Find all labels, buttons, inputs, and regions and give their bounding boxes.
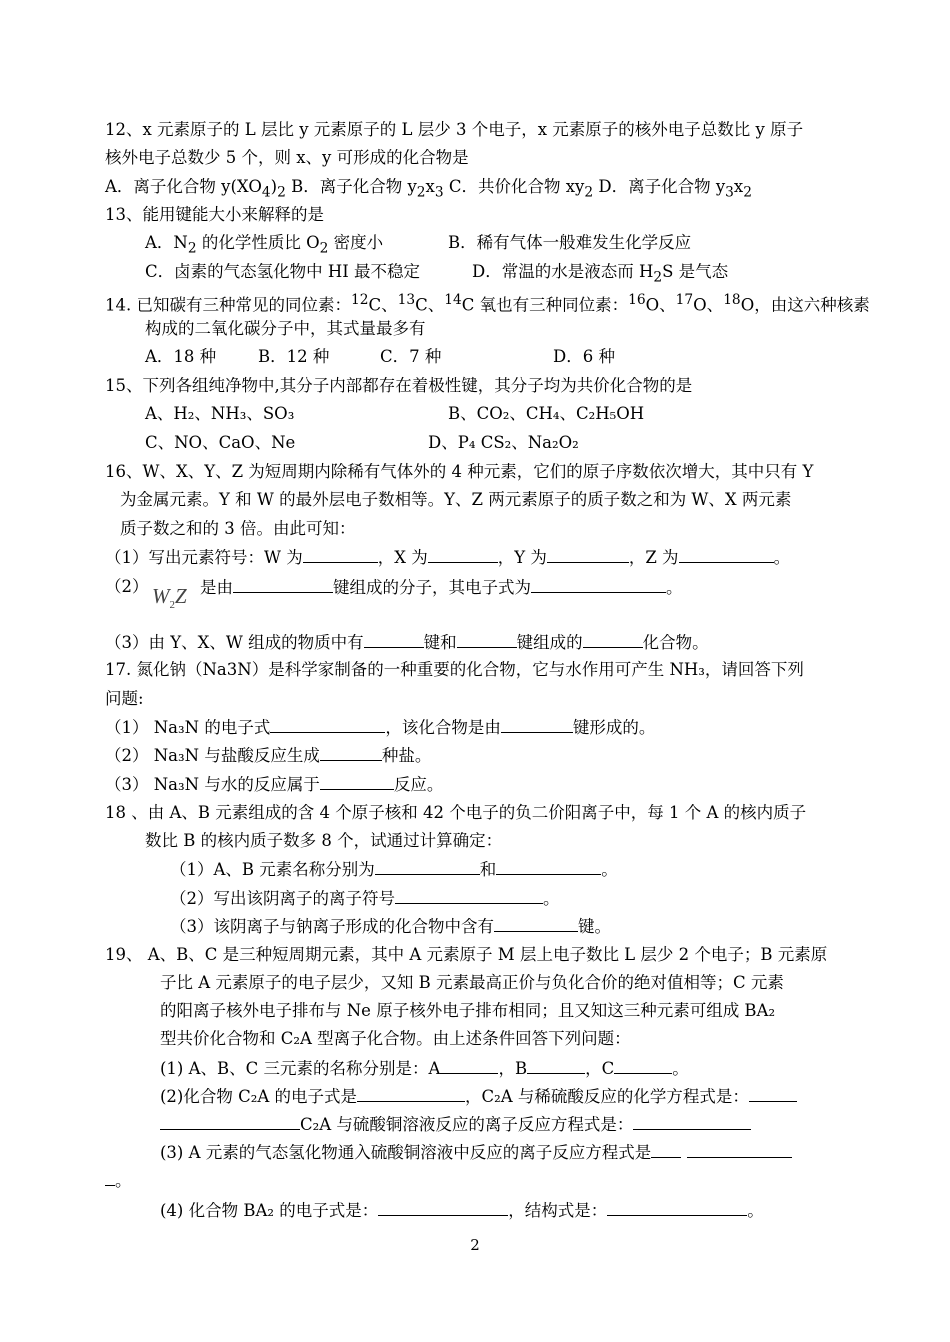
q16-blank-bond-1[interactable] [364, 632, 424, 648]
q14-line-2: 构成的二氧化碳分子中，其式量最多有 [145, 319, 426, 338]
q17-line-1: 17. 氮化钠（Na3N）是科学家制备的一种重要的化合物，它与水作用可产生 NH₃，请回答下列 [105, 660, 804, 679]
q19-part-3: (3) A 元素的气态氢化物通入硫酸铜溶液中反应的离子反应方程式是 [160, 1142, 792, 1163]
q17-blank-electron-formula[interactable] [270, 717, 385, 733]
q16-blank-bond[interactable] [233, 577, 333, 593]
q19-part-2: (2)化合物 C₂A 的电子式是 ，C₂A 与稀硫酸反应的化学方程式是： [160, 1086, 797, 1107]
q18-blank-bond[interactable] [494, 916, 578, 932]
q16-part-3: （3）由 Y、X、W 组成的物质中有 键和 键组成的 化合物。 [105, 633, 709, 652]
q19-blank-h2s-equation[interactable] [651, 1142, 681, 1158]
q18-blank-a-name[interactable] [375, 859, 480, 875]
q19-blank-ionic-equation[interactable] [633, 1114, 751, 1130]
q16-line-3: 质子数之和的 3 倍。由此可知： [120, 519, 356, 538]
q19-blank-c2a-electron[interactable] [357, 1086, 465, 1102]
q13-option-d: D．常温的水是液态而 $H_2S$ 是气态 [472, 262, 729, 286]
q19-blank-c[interactable] [614, 1058, 672, 1074]
q14-option-d: D．6 种 [553, 347, 615, 366]
q18-part-1: （1）A、B 元素名称分别为 和 。 [170, 860, 618, 879]
q12-line-2: 核外电子总数少 5 个，则 x、y 可形成的化合物是 [105, 148, 469, 167]
q19-part-1: (1) A、B、C 三元素的名称分别是：A ，B ，C 。 [160, 1059, 689, 1078]
q17-part-2: （2） Na₃N 与盐酸反应生成 种盐。 [105, 746, 432, 765]
q17-line-2: 问题: [105, 689, 144, 708]
q16-blank-compound[interactable] [583, 632, 643, 648]
q19-part-4: (4) 化合物 BA₂ 的电子式是： ，结构式是： 。 [160, 1201, 764, 1220]
q18-line-1: 18 、由 A、B 元素组成的含 4 个原子核和 42 个电子的负二价阳离子中，每 1 个 A 的核内质子 [105, 803, 807, 822]
q18-blank-ion-symbol[interactable] [395, 888, 543, 904]
q14-line-1: 14. 已知碳有三种常见的同位素：$^{12}$C、$^{13}$C、$^{14}$C 氧也有三种同位素：$^{16}$O、$^{17}$O、$^{18}$O，由这六种核素 [105, 292, 870, 315]
q15-option-b: B、CO₂、CH₄、C₂H₅OH [448, 404, 645, 423]
q12-options: A．离子化合物 $y(XO_4)_2$ B．离子化合物 $y_2x_3$ C．共价化合物 $xy_2$ D．离子化合物 $y_3x_2$ [105, 177, 752, 201]
q18-part-3: （3）该阴离子与钠离子形成的化合物中含有 键。 [170, 917, 611, 936]
q17-part-1: （1） Na₃N 的电子式 ，该化合物是由 键形成的。 [105, 718, 656, 737]
q15-option-d: D、P₄ CS₂、Na₂O₂ [428, 433, 579, 452]
q13-option-c: C．卤素的气态氢化物中 HI 最不稳定 [145, 262, 421, 281]
q16-formula-w2z: $W_2Z$ [152, 584, 187, 612]
q16-part-1: （1）写出元素符号：W 为 ，X 为 ，Y 为 ，Z 为 。 [105, 548, 791, 567]
page-number: 2 [470, 1236, 480, 1254]
q19-line-1: 19、 A、B、C 是三种短周期元素，其中 A 元素原子 M 层上电子数比 L 层少 2 个电子；B 元素原 [105, 945, 828, 964]
q19-part-2-cont: C₂A 与硫酸铜溶液反应的离子反应方程式是： [160, 1114, 751, 1135]
q15-stem: 15、下列各组纯净物中,其分子内部都存在着极性键，其分子均为共价化合物的是 [105, 376, 693, 395]
q15-option-a: A、H₂、NH₃、SO₃ [145, 404, 295, 423]
q18-part-2: （2）写出该阴离子的离子符号 。 [170, 889, 560, 908]
q13-option-b: B．稀有气体一般难发生化学反应 [448, 233, 692, 252]
q19-line-4: 型共价化合物和 C₂A 型离子化合物。由上述条件回答下列问题： [160, 1029, 631, 1048]
q16-blank-x[interactable] [428, 547, 498, 563]
q16-blank-bond-2[interactable] [457, 632, 517, 648]
q16-line-1: 16、W、X、Y、Z 为短周期内除稀有气体外的 4 种元素，它们的原子序数依次增大，其中只有 Y [105, 462, 814, 481]
q19-line-2: 子比 A 元素原子的电子层少，又知 B 元素最高正价与负化合价的绝对值相等；C 元素 [160, 973, 784, 992]
q19-blank-a[interactable] [440, 1058, 498, 1074]
q19-blank-c2a-equation[interactable] [749, 1086, 797, 1102]
q16-blank-electron-formula[interactable] [531, 577, 666, 593]
q19-blank-ba2-electron[interactable] [378, 1200, 508, 1216]
q19-part-3-cont: 。 [105, 1170, 132, 1191]
q18-blank-b-name[interactable] [496, 859, 601, 875]
q16-blank-y[interactable] [547, 547, 629, 563]
q19-blank-b[interactable] [527, 1058, 585, 1074]
q15-option-c: C、NO、CaO、Ne [145, 433, 296, 452]
q14-option-c: C．7 种 [380, 347, 442, 366]
q16-blank-z[interactable] [679, 547, 774, 563]
q19-blank-ba2-structure[interactable] [607, 1200, 747, 1216]
q14-option-b: B．12 种 [258, 347, 330, 366]
q13-option-a: A．$N_2$ 的化学性质比 $O_2$ 密度小 [145, 233, 384, 257]
q17-blank-reaction-type[interactable] [320, 774, 394, 790]
q16-line-2: 为金属元素。Y 和 W 的最外层电子数相等。Y、Z 两元素原子的质子数之和为 W、X 两元素 [120, 490, 792, 509]
q19-blank-h2s-equation-cont[interactable] [105, 1170, 115, 1186]
q17-blank-bond[interactable] [501, 717, 573, 733]
q16-part-2-label: （2） [105, 577, 149, 596]
q12-line-1: 12、x 元素原子的 L 层比 y 元素原子的 L 层少 3 个电子，x 元素原子的核外电子总数比 y 原子 [105, 120, 804, 139]
q16-part-2: 是由 键组成的分子，其电子式为 。 [200, 578, 683, 597]
q19-line-3: 的阳离子核外电子排布与 Ne 原子核外电子排布相同；且又知这三种元素可组成 BA₂ [160, 1001, 776, 1020]
q16-blank-w[interactable] [303, 547, 378, 563]
q17-blank-salt-count[interactable] [320, 745, 382, 761]
q14-option-a: A．18 种 [145, 347, 217, 366]
q13-stem: 13、能用键能大小来解释的是 [105, 205, 324, 224]
q19-blank-h2s-equation-2[interactable] [687, 1142, 792, 1158]
q18-line-2: 数比 B 的核内质子数多 8 个，试通过计算确定： [145, 831, 503, 850]
q17-part-3: （3） Na₃N 与水的反应属于 反应。 [105, 775, 444, 794]
q19-blank-c2a-equation-cont[interactable] [160, 1114, 300, 1130]
